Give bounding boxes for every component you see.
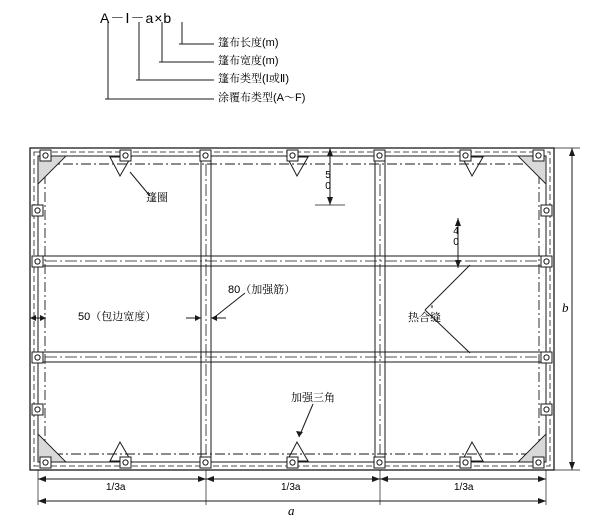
callout-rib: 80（加强筋） — [228, 284, 296, 296]
callout-heat-seam: 热合缝 — [408, 312, 441, 324]
dim-top-vertical-label: 50 — [322, 170, 334, 192]
corner-patches — [38, 156, 546, 462]
callout-penghuan: 篷圈 — [146, 192, 168, 204]
leader-label-type: 篷布类型(Ⅰ或Ⅱ) — [218, 73, 289, 85]
designation-leaders — [105, 22, 214, 99]
heat-seam-lines — [425, 265, 470, 353]
dim-bottom-segment-3: 1/3a — [454, 482, 474, 493]
dim-overall-height-label: b — [562, 300, 569, 315]
dim-bottom-segment-2: 1/3a — [281, 482, 301, 493]
leader-label-coating: 涂覆布类型(A～F) — [218, 92, 306, 104]
reinforcement-ribs-horizontal — [38, 256, 546, 362]
reinforcement-ribs-vertical — [201, 156, 385, 462]
tarp-inner-dashed — [45, 164, 539, 454]
callout-reinforce-triangle: 加强三角 — [291, 392, 335, 404]
dim-overall-width-label: a — [288, 503, 295, 518]
callout-edge-width: 50（包边宽度） — [78, 311, 157, 323]
tarp-outline — [30, 148, 554, 470]
designation-code: A－Ⅰ－a×b — [100, 10, 173, 26]
dim-mid-vertical-label: 40 — [450, 226, 462, 248]
leader-label-length: 篷布长度(m) — [218, 37, 279, 49]
dim-bottom-segment-1: 1/3a — [106, 482, 126, 493]
callout-leaders — [30, 172, 432, 437]
leader-label-width: 篷布宽度(m) — [218, 55, 279, 67]
grommets — [32, 150, 552, 468]
